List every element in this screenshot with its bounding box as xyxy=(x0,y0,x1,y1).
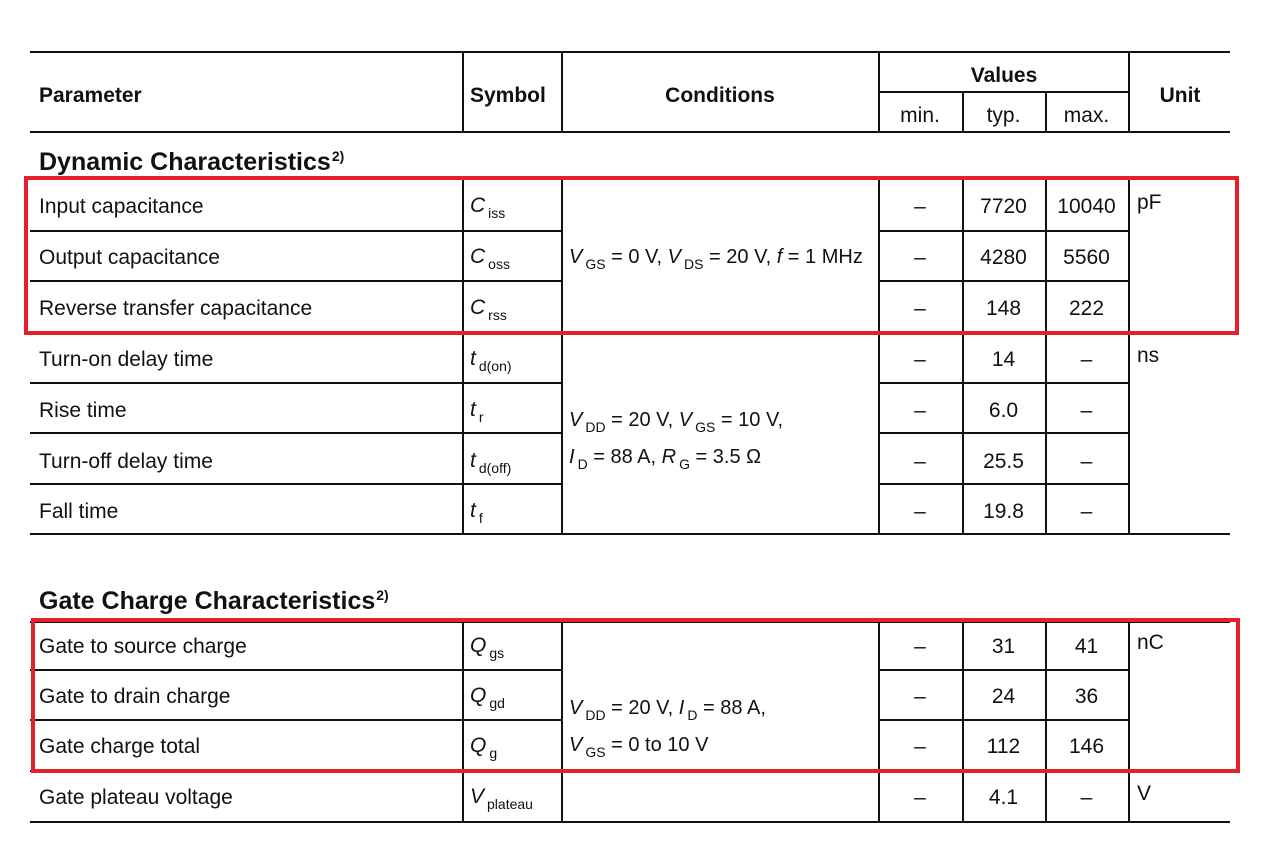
row-max: 41 xyxy=(1074,635,1099,658)
cond-subscript: DD xyxy=(585,707,606,723)
row-symbol xyxy=(470,348,512,373)
conditions-capacitance xyxy=(569,242,863,279)
footnote-ref: 2) xyxy=(331,148,345,164)
row-rule xyxy=(30,770,1230,772)
cond-value: = 3.5 Ω xyxy=(689,446,762,468)
row-typ: 25.5 xyxy=(983,450,1024,473)
symbol-main: C xyxy=(470,245,486,268)
symbol-subscript: r xyxy=(478,409,484,425)
row-rule xyxy=(878,719,1130,721)
row-typ: 31 xyxy=(991,635,1016,658)
row-unit: ns xyxy=(1137,344,1160,367)
row-parameter: Turn-off delay time xyxy=(39,450,213,473)
row-parameter: Gate to source charge xyxy=(39,635,247,658)
row-max: – xyxy=(1080,348,1093,371)
cond-symbol: V xyxy=(569,409,583,431)
row-rule xyxy=(30,382,562,384)
row-unit: nC xyxy=(1137,631,1164,654)
cond-subscript: D xyxy=(577,456,588,472)
header-values: Values xyxy=(970,64,1038,87)
header-min: min. xyxy=(900,104,940,127)
row-parameter: Rise time xyxy=(39,399,127,422)
row-unit: V xyxy=(1137,782,1152,805)
symbol-subscript: f xyxy=(478,510,483,526)
row-min: – xyxy=(914,348,926,371)
cond-subscript: GS xyxy=(585,744,606,760)
row-min: – xyxy=(914,500,926,523)
header-unit: Unit xyxy=(1159,84,1201,107)
row-rule xyxy=(30,669,562,671)
col-rule xyxy=(462,180,464,534)
row-parameter: Turn-on delay time xyxy=(39,348,214,371)
cond-value: = 20 V, xyxy=(605,697,679,719)
row-parameter: Output capacitance xyxy=(39,246,220,269)
cond-line xyxy=(569,442,783,479)
conditions-switching xyxy=(569,405,783,479)
cond-symbol: f xyxy=(776,246,783,268)
cond-value: = 0 to 10 V xyxy=(605,734,709,756)
row-symbol xyxy=(470,735,497,760)
row-min: – xyxy=(914,246,926,269)
row-parameter: Gate plateau voltage xyxy=(39,786,233,809)
row-typ: 148 xyxy=(985,297,1022,320)
row-typ: 19.8 xyxy=(983,500,1024,523)
row-symbol xyxy=(470,399,484,424)
row-rule xyxy=(30,432,562,434)
symbol-main: C xyxy=(470,296,486,319)
cond-value: = 20 V, xyxy=(703,246,777,268)
row-symbol xyxy=(470,297,507,322)
row-max: 10040 xyxy=(1057,195,1116,218)
row-typ: 112 xyxy=(986,735,1021,758)
table-top-rule xyxy=(30,51,1230,53)
row-symbol xyxy=(470,786,533,811)
row-symbol xyxy=(470,500,483,525)
col-rule xyxy=(561,180,563,534)
row-typ: 14 xyxy=(991,348,1016,371)
cond-value: = 1 MHz xyxy=(782,246,863,268)
cond-subscript: DD xyxy=(585,419,606,435)
col-rule xyxy=(462,622,464,822)
cond-symbol: V xyxy=(667,246,682,268)
row-max: – xyxy=(1080,786,1093,809)
row-max: 222 xyxy=(1068,297,1105,320)
section-title-dynamic xyxy=(39,149,344,175)
conditions-gate xyxy=(569,693,766,767)
row-max: – xyxy=(1080,399,1093,422)
col-rule xyxy=(561,622,563,822)
row-symbol xyxy=(470,685,505,710)
row-rule xyxy=(878,280,1130,282)
col-rule xyxy=(1128,622,1130,822)
header-typ: typ. xyxy=(986,104,1021,127)
header-max: max. xyxy=(1063,104,1110,127)
symbol-main: V xyxy=(470,785,485,808)
symbol-subscript: gs xyxy=(489,645,505,661)
header-conditions: Conditions xyxy=(665,84,775,107)
cond-subscript: DS xyxy=(684,256,704,272)
row-min: – xyxy=(914,735,926,758)
footnote-ref: 2) xyxy=(376,587,389,603)
row-max: – xyxy=(1080,500,1093,523)
values-subheader-rule xyxy=(878,91,1130,93)
symbol-subscript: g xyxy=(489,745,498,761)
section-title-text: Dynamic Characteristics xyxy=(39,148,331,176)
cond-line xyxy=(569,693,766,730)
cond-value: = 10 V, xyxy=(715,409,784,431)
row-max: 5560 xyxy=(1063,246,1110,269)
row-min: – xyxy=(914,399,926,422)
cond-subscript: GS xyxy=(585,256,606,272)
symbol-main: t xyxy=(470,347,476,370)
row-rule xyxy=(30,332,1230,334)
row-symbol xyxy=(470,246,510,271)
row-parameter: Gate charge total xyxy=(39,735,201,758)
row-symbol xyxy=(470,450,511,475)
header-parameter: Parameter xyxy=(39,84,142,107)
cond-symbol: V xyxy=(569,697,583,719)
symbol-subscript: d(on) xyxy=(478,358,512,374)
row-max: 146 xyxy=(1068,735,1105,758)
symbol-main: C xyxy=(470,194,486,217)
cond-subscript: GS xyxy=(695,419,716,435)
cond-symbol: V xyxy=(569,734,583,756)
row-rule xyxy=(878,669,1130,671)
row-rule xyxy=(878,483,1130,485)
section-title-text: Gate Charge Characteristics xyxy=(39,587,376,615)
row-rule xyxy=(30,719,562,721)
row-parameter: Gate to drain charge xyxy=(39,685,231,708)
row-rule xyxy=(878,432,1130,434)
symbol-subscript: iss xyxy=(488,205,506,221)
row-rule xyxy=(30,280,562,282)
row-min: – xyxy=(914,450,926,473)
row-typ: 6.0 xyxy=(988,399,1019,422)
cond-subscript: G xyxy=(679,456,690,472)
cond-line xyxy=(569,730,766,767)
row-typ: 4.1 xyxy=(988,786,1019,809)
cond-line xyxy=(569,405,783,442)
symbol-subscript: oss xyxy=(488,256,510,272)
row-typ: 4280 xyxy=(980,246,1027,269)
symbol-main: t xyxy=(470,499,476,522)
cond-subscript: D xyxy=(687,707,698,723)
dynamic-bottom-rule xyxy=(30,533,1230,535)
table-bottom-rule xyxy=(30,821,1230,823)
row-rule xyxy=(30,230,562,232)
symbol-main: Q xyxy=(470,634,487,657)
symbol-main: t xyxy=(470,398,476,421)
header-symbol: Symbol xyxy=(470,84,546,107)
symbol-subscript: plateau xyxy=(487,796,533,812)
section-title-gate xyxy=(39,588,389,614)
cond-symbol: V xyxy=(678,409,693,431)
symbol-main: t xyxy=(470,449,476,472)
row-symbol xyxy=(470,195,505,220)
row-min: – xyxy=(914,635,926,658)
symbol-main: Q xyxy=(470,684,487,707)
cond-symbol: R xyxy=(661,446,677,468)
cond-value: = 88 A, xyxy=(587,446,662,468)
header-bottom-rule xyxy=(30,131,1230,133)
cond-value: = 88 A, xyxy=(697,697,766,719)
row-min: – xyxy=(914,297,926,320)
row-min: – xyxy=(914,685,926,708)
cond-value: = 0 V, xyxy=(605,246,668,268)
row-typ: 7720 xyxy=(980,195,1027,218)
row-symbol xyxy=(470,635,504,660)
row-unit: pF xyxy=(1137,191,1162,214)
row-typ: 24 xyxy=(991,685,1016,708)
row-parameter: Reverse transfer capacitance xyxy=(39,297,313,320)
row-rule xyxy=(878,382,1130,384)
gate-top-rule xyxy=(30,621,1230,623)
col-rule xyxy=(1128,180,1130,534)
cond-symbol: V xyxy=(569,246,583,268)
symbol-main: Q xyxy=(470,734,487,757)
row-max: 36 xyxy=(1074,685,1099,708)
cond-value: = 20 V, xyxy=(605,409,679,431)
row-min: – xyxy=(914,195,926,218)
symbol-subscript: d(off) xyxy=(478,460,512,476)
row-parameter: Input capacitance xyxy=(39,195,204,218)
row-max: – xyxy=(1080,450,1093,473)
cond-symbol: I xyxy=(569,446,575,468)
row-min: – xyxy=(914,786,926,809)
row-rule xyxy=(878,230,1130,232)
row-parameter: Fall time xyxy=(39,500,119,523)
row-rule xyxy=(30,483,562,485)
cond-symbol: I xyxy=(678,697,685,719)
symbol-subscript: gd xyxy=(489,695,505,711)
col-rule xyxy=(462,52,464,132)
symbol-subscript: rss xyxy=(488,307,507,323)
